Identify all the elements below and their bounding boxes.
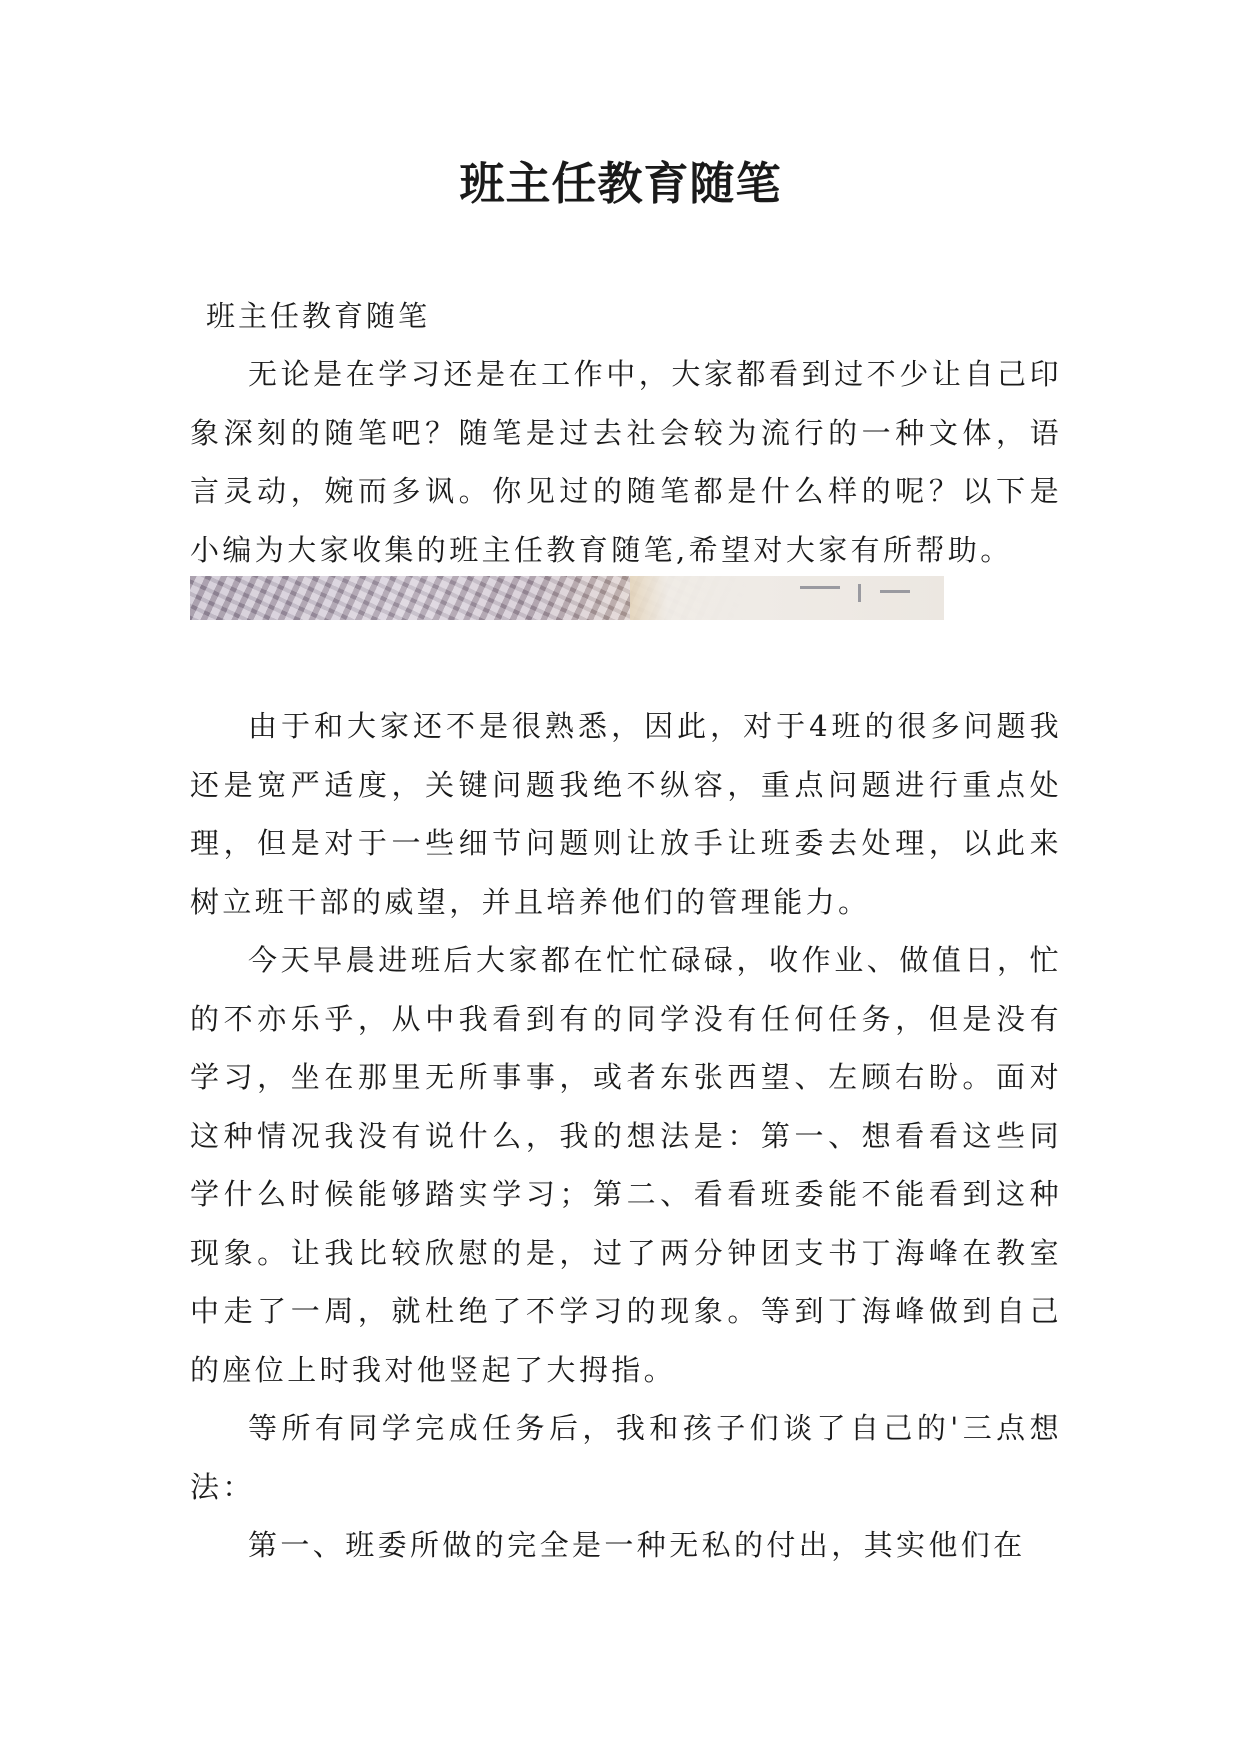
- body-paragraph-1: 由于和大家还不是很熟悉，因此，对于4班的很多问题我还是宽严适度，关键问题我绝不纵容，重点问题进行重点处理，但是对于一些细节问题则让放手让班委去处理，以此来树立班干部的威望，并且培养他们的管理能力。: [190, 709, 1062, 919]
- photo-background-wall: [630, 576, 944, 620]
- intro-paragraph: 无论是在学习还是在工作中，大家都看到过不少让自己印象深刻的随笔吧？随笔是过去社会较为流行的一种文体，语言灵动，婉而多讽。你见过的随笔都是什么样的呢？以下是小编为大家收集的班主任教育随笔,希望对大家有所帮助。: [190, 357, 1062, 567]
- body-paragraph-2: 今天早晨进班后大家都在忙忙碌碌，收作业、做值日，忙的不亦乐乎，从中我看到有的同学没有任何任务，但是没有学习，坐在那里无所事事，或者东张西望、左顾右盼。面对这种情况我没有说什么，我的想法是：第一、想看看这些同学什么时候能够踏实学习；第二、看看班委能不能看到这种现象。让我比较欣慰的是，过了两分钟团支书丁海峰在教室中走了一周，就杜绝了不学习的现象。等到丁海峰做到自己的座位上时我对他竖起了大拇指。: [190, 943, 1062, 1387]
- cropped-photo: [190, 576, 944, 620]
- body-section: [190, 697, 1062, 1575]
- photo-detail: [858, 584, 861, 602]
- photo-detail: [800, 586, 840, 589]
- body-paragraph-4: 第一、班委所做的完全是一种无私的付出，其实他们在: [248, 1528, 1026, 1562]
- document-title: 班主任教育随笔: [459, 157, 782, 210]
- body-paragraph-3: 等所有同学完成任务后，我和孩子们谈了自己的'三点想法：: [190, 1411, 1062, 1504]
- photo-detail: [880, 590, 910, 593]
- document-subtitle: 班主任教育随笔: [206, 299, 431, 333]
- intro-section: [190, 345, 1062, 579]
